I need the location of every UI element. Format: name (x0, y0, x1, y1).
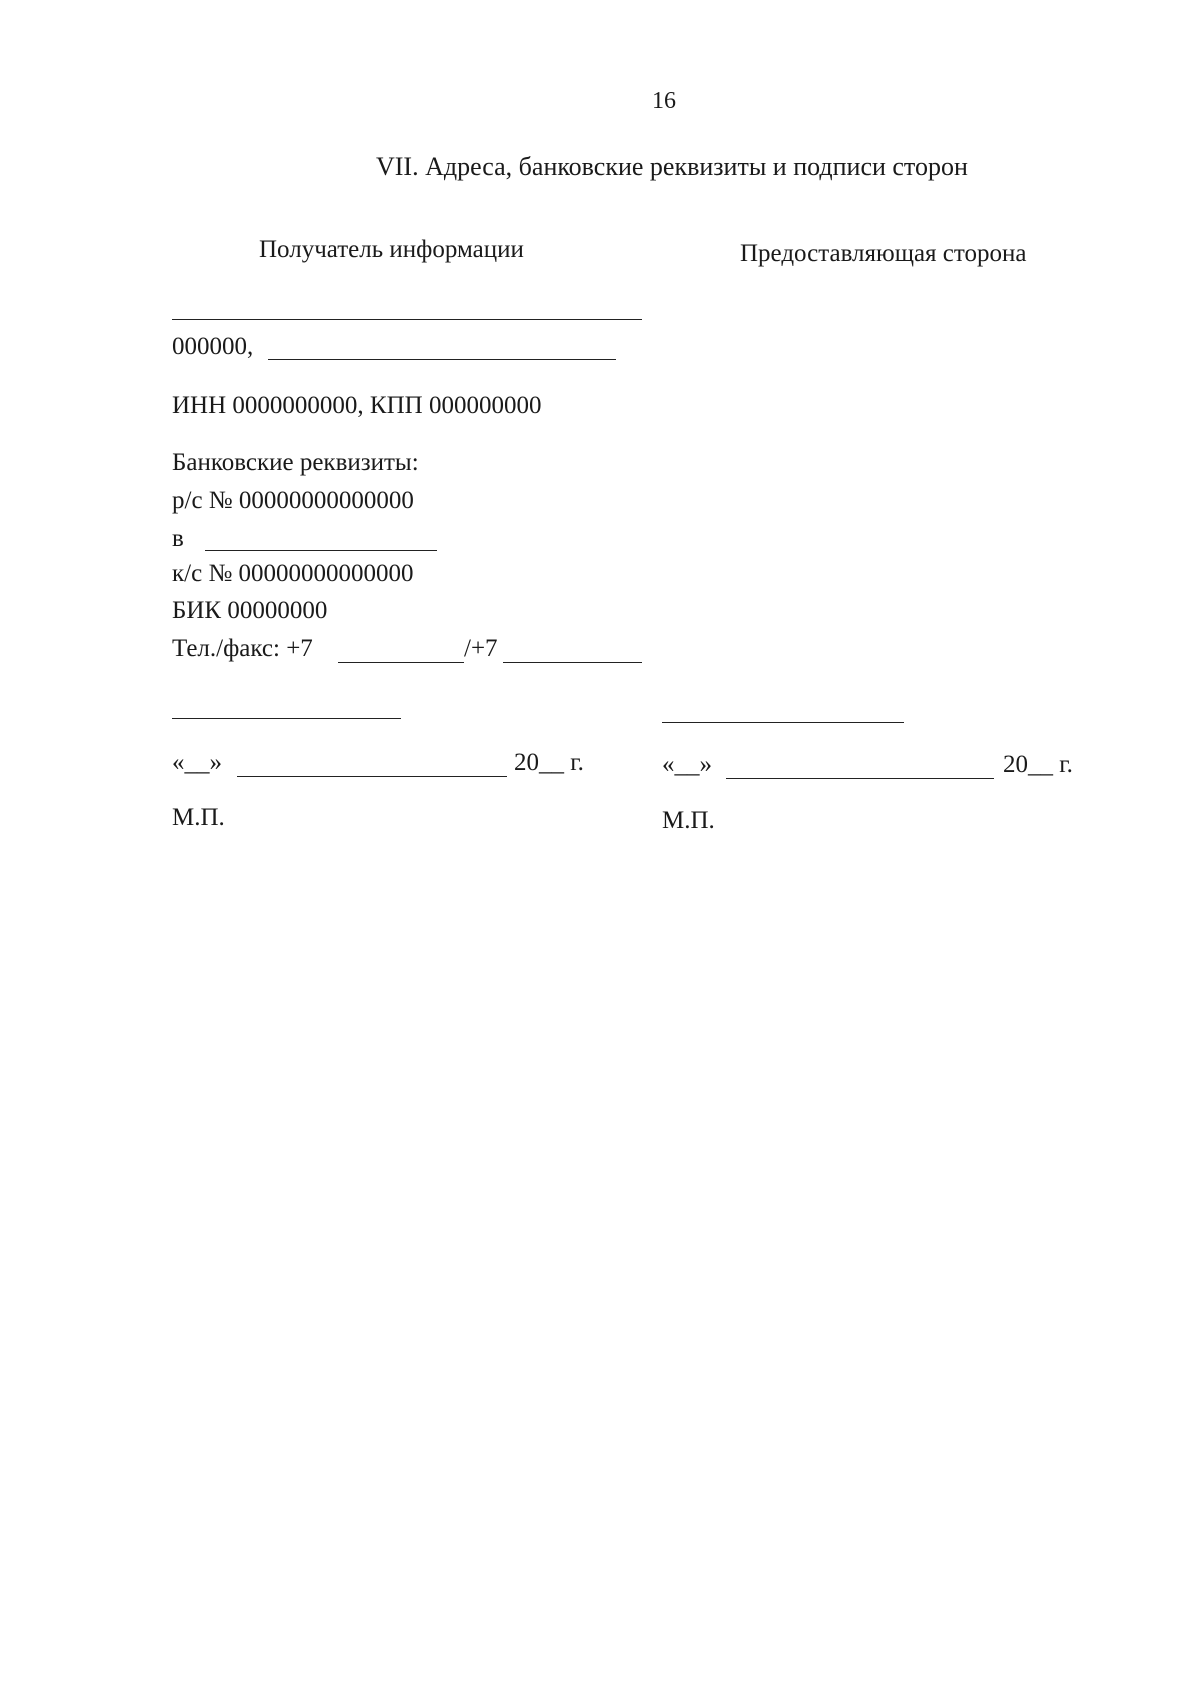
recipient-date-year: 20__ г. (514, 749, 584, 776)
recipient-signature-line (172, 718, 401, 719)
provider-signature-line (662, 722, 904, 723)
page-number: 16 (652, 88, 676, 114)
recipient-stamp-label: М.П. (172, 804, 225, 831)
recipient-postal-code: 000000, (172, 333, 254, 360)
provider-stamp-label: М.П. (662, 807, 715, 834)
provider-heading: Предоставляющая сторона (740, 240, 1027, 267)
recipient-bank-details-label: Банковские реквизиты: (172, 449, 419, 476)
recipient-date-day: «__» (172, 749, 222, 776)
section-title: VII. Адреса, банковские реквизиты и подписи сторон (376, 152, 968, 181)
recipient-bik: БИК 00000000 (172, 597, 328, 624)
recipient-bank-prefix: в (172, 525, 184, 552)
recipient-phone-label: Тел./факс: +7 (172, 635, 313, 662)
recipient-fax-line (503, 662, 642, 663)
recipient-bank-line (205, 550, 437, 551)
recipient-phone-line (338, 662, 464, 663)
recipient-corr-account: к/с № 00000000000000 (172, 560, 414, 587)
provider-date-day: «__» (662, 751, 712, 778)
recipient-name-line (172, 319, 642, 320)
recipient-heading: Получатель информации (259, 236, 524, 263)
recipient-address-line (268, 359, 616, 360)
provider-date-month-line (726, 778, 994, 779)
recipient-tax-ids: ИНН 0000000000, КПП 000000000 (172, 392, 542, 419)
provider-date-year: 20__ г. (1003, 751, 1073, 778)
recipient-account: р/с № 00000000000000 (172, 487, 414, 514)
recipient-fax-separator: /+7 (464, 635, 498, 662)
recipient-date-month-line (237, 776, 507, 777)
